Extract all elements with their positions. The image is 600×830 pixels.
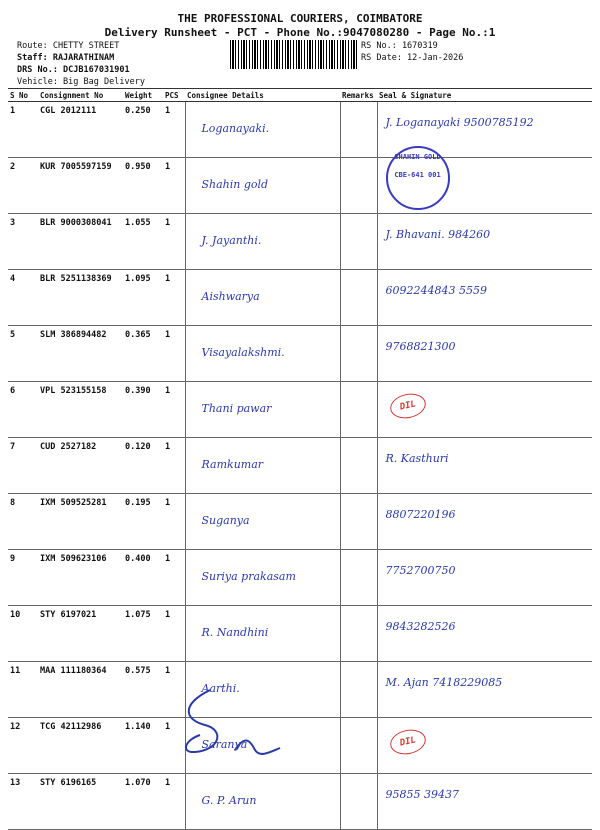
pcs-cell: 1 bbox=[163, 606, 185, 662]
weight-cell: 1.095 bbox=[123, 270, 163, 326]
consignment-cell: VPL 523155158 bbox=[38, 382, 123, 438]
pcs-cell: 1 bbox=[163, 494, 185, 550]
pcs-cell: 1 bbox=[163, 718, 185, 774]
consignee-handwriting: Ramkumar bbox=[201, 458, 264, 471]
signature-cell bbox=[377, 774, 592, 830]
table-row bbox=[8, 382, 592, 438]
consignee-cell bbox=[185, 326, 340, 382]
staff-label: Staff: RAJARATHINAM bbox=[17, 53, 115, 63]
remarks-cell bbox=[340, 494, 377, 550]
weight-cell: 1.055 bbox=[123, 214, 163, 270]
remarks-cell bbox=[340, 158, 377, 214]
consignee-handwriting: Shahin gold bbox=[201, 178, 269, 191]
pcs-cell: 1 bbox=[163, 774, 185, 830]
sno-cell: 5 bbox=[8, 326, 38, 382]
meta-left bbox=[17, 40, 145, 88]
weight-cell: 0.195 bbox=[123, 494, 163, 550]
route-label: Route: CHETTY STREET bbox=[17, 41, 120, 51]
signature-cell bbox=[377, 153, 592, 214]
signature-handwriting: J. Bhavani. 984260 bbox=[385, 228, 491, 241]
weight-cell: 0.365 bbox=[123, 326, 163, 382]
sno-cell: 7 bbox=[8, 438, 38, 494]
consignee-handwriting: J. Jayanthi. bbox=[201, 234, 262, 247]
signature-handwriting: 7752700750 bbox=[385, 564, 456, 577]
runsheet-table bbox=[8, 88, 592, 830]
remarks-cell bbox=[340, 270, 377, 326]
consignment-cell: STY 6196165 bbox=[38, 774, 123, 830]
consignee-handwriting: Loganayaki. bbox=[201, 122, 270, 135]
consignee-cell bbox=[185, 606, 340, 662]
weight-cell: 1.140 bbox=[123, 718, 163, 774]
col-consignee: Consignee Details bbox=[185, 89, 340, 102]
sno-cell: 6 bbox=[8, 382, 38, 438]
col-consignment: Consignment No bbox=[38, 89, 123, 102]
consignee-handwriting: Thani pawar bbox=[201, 402, 272, 415]
consignee-handwriting: Visayalakshmi. bbox=[201, 346, 285, 359]
meta-right bbox=[361, 40, 463, 64]
signature-cell bbox=[377, 662, 592, 718]
weight-cell: 1.075 bbox=[123, 606, 163, 662]
pcs-cell: 1 bbox=[163, 382, 185, 438]
table-row bbox=[8, 158, 592, 214]
col-signature: Seal & Signature bbox=[377, 89, 592, 102]
consignee-handwriting: G. P. Arun bbox=[201, 794, 257, 807]
signature-handwriting: 8807220196 bbox=[385, 508, 456, 521]
remarks-cell bbox=[340, 774, 377, 830]
table-row bbox=[8, 550, 592, 606]
table-row bbox=[8, 270, 592, 326]
signature-cell bbox=[377, 718, 592, 774]
col-weight: Weight bbox=[123, 89, 163, 102]
signature-handwriting: M. Ajan 7418229085 bbox=[385, 676, 503, 689]
consignment-cell: CGL 2012111 bbox=[38, 102, 123, 158]
table-row bbox=[8, 214, 592, 270]
consignee-cell bbox=[185, 550, 340, 606]
remarks-cell bbox=[340, 550, 377, 606]
table-row bbox=[8, 438, 592, 494]
signature-cell bbox=[377, 382, 592, 438]
drs-label: DRS No.: DCJB167031901 bbox=[17, 65, 130, 75]
dil-mark: DIL bbox=[387, 727, 427, 758]
pcs-cell: 1 bbox=[163, 438, 185, 494]
document-subtitle: Delivery Runsheet - PCT - Phone No.:9047080280 - Page No.:1 bbox=[104, 26, 496, 39]
consignment-cell: KUR 7005597159 bbox=[38, 158, 123, 214]
weight-cell: 0.950 bbox=[123, 158, 163, 214]
document-title: THE PROFESSIONAL COURIERS, COIMBATORE bbox=[177, 12, 423, 25]
table-row bbox=[8, 718, 592, 774]
signature-cell bbox=[377, 326, 592, 382]
consignee-cell bbox=[185, 270, 340, 326]
remarks-cell bbox=[340, 662, 377, 718]
col-remarks: Remarks bbox=[340, 89, 377, 102]
consignment-cell: MAA 111180364 bbox=[38, 662, 123, 718]
remarks-cell bbox=[340, 438, 377, 494]
pcs-cell: 1 bbox=[163, 550, 185, 606]
weight-cell: 1.070 bbox=[123, 774, 163, 830]
consignee-cell bbox=[185, 774, 340, 830]
consignment-cell: CUD 2527182 bbox=[38, 438, 123, 494]
remarks-cell bbox=[340, 382, 377, 438]
pcs-cell: 1 bbox=[163, 158, 185, 214]
consignee-cell bbox=[185, 102, 340, 158]
signature-handwriting: 9768821300 bbox=[385, 340, 456, 353]
signature-handwriting: J. Loganayaki 9500785192 bbox=[385, 116, 534, 129]
signature-handwriting: 6092244843 5559 bbox=[385, 284, 487, 297]
sno-cell: 2 bbox=[8, 158, 38, 214]
remarks-cell bbox=[340, 214, 377, 270]
weight-cell: 0.120 bbox=[123, 438, 163, 494]
table-header-row bbox=[8, 89, 592, 102]
sno-cell: 3 bbox=[8, 214, 38, 270]
table-row bbox=[8, 494, 592, 550]
consignee-handwriting: Aarthi. bbox=[201, 682, 240, 695]
signature-handwriting: R. Kasthuri bbox=[385, 452, 449, 465]
consignee-cell bbox=[185, 494, 340, 550]
consignment-cell: BLR 9000308041 bbox=[38, 214, 123, 270]
remarks-cell bbox=[340, 102, 377, 158]
barcode bbox=[230, 40, 357, 69]
sno-cell: 8 bbox=[8, 494, 38, 550]
consignee-cell bbox=[185, 382, 340, 438]
col-sno: S No bbox=[8, 89, 38, 102]
company-seal-stamp: SHAHIN GOLD CBE-641 001 bbox=[386, 146, 450, 210]
consignee-cell bbox=[185, 158, 340, 214]
consignee-handwriting: Aishwarya bbox=[201, 290, 260, 303]
consignment-cell: BLR 5251138369 bbox=[38, 270, 123, 326]
consignment-cell: SLM 386894482 bbox=[38, 326, 123, 382]
consignee-handwriting: R. Nandhini bbox=[201, 626, 269, 639]
signature-cell bbox=[377, 606, 592, 662]
sno-cell: 10 bbox=[8, 606, 38, 662]
consignment-cell: IXM 509623106 bbox=[38, 550, 123, 606]
consignee-handwriting: Saranya bbox=[201, 738, 248, 751]
signature-handwriting: 9843282526 bbox=[385, 620, 456, 633]
sno-cell: 11 bbox=[8, 662, 38, 718]
col-pcs: PCS bbox=[163, 89, 185, 102]
signature-handwriting: 95855 39437 bbox=[385, 788, 459, 801]
rs-date-label: RS Date: 12-Jan-2026 bbox=[361, 53, 464, 63]
signature-cell bbox=[377, 214, 592, 270]
supervisor-signature bbox=[170, 680, 300, 760]
weight-cell: 0.250 bbox=[123, 102, 163, 158]
weight-cell: 0.400 bbox=[123, 550, 163, 606]
consignee-handwriting: Suriya prakasam bbox=[201, 570, 296, 583]
sno-cell: 13 bbox=[8, 774, 38, 830]
table-row bbox=[8, 326, 592, 382]
signature-cell bbox=[377, 550, 592, 606]
table-row bbox=[8, 102, 592, 158]
signature-cell bbox=[377, 270, 592, 326]
consignee-cell bbox=[185, 438, 340, 494]
dil-mark: DIL bbox=[387, 391, 427, 422]
signature-cell bbox=[377, 494, 592, 550]
consignment-cell: IXM 509525281 bbox=[38, 494, 123, 550]
weight-cell: 0.575 bbox=[123, 662, 163, 718]
signature-cell bbox=[377, 438, 592, 494]
remarks-cell bbox=[340, 606, 377, 662]
remarks-cell bbox=[340, 718, 377, 774]
consignee-cell bbox=[185, 214, 340, 270]
pcs-cell: 1 bbox=[163, 270, 185, 326]
consignment-cell: STY 6197021 bbox=[38, 606, 123, 662]
rs-no-label: RS No.: 1670319 bbox=[361, 41, 438, 51]
sno-cell: 1 bbox=[8, 102, 38, 158]
sno-cell: 9 bbox=[8, 550, 38, 606]
sno-cell: 4 bbox=[8, 270, 38, 326]
remarks-cell bbox=[340, 326, 377, 382]
pcs-cell: 1 bbox=[163, 326, 185, 382]
vehicle-label: Vehicle: Big Bag Delivery bbox=[17, 77, 145, 87]
table-row bbox=[8, 774, 592, 830]
pcs-cell: 1 bbox=[163, 662, 185, 718]
sno-cell: 12 bbox=[8, 718, 38, 774]
table-row bbox=[8, 606, 592, 662]
consignment-cell: TCG 42112986 bbox=[38, 718, 123, 774]
weight-cell: 0.390 bbox=[123, 382, 163, 438]
table-row bbox=[8, 662, 592, 718]
consignee-handwriting: Suganya bbox=[201, 514, 250, 527]
pcs-cell: 1 bbox=[163, 102, 185, 158]
pcs-cell: 1 bbox=[163, 214, 185, 270]
